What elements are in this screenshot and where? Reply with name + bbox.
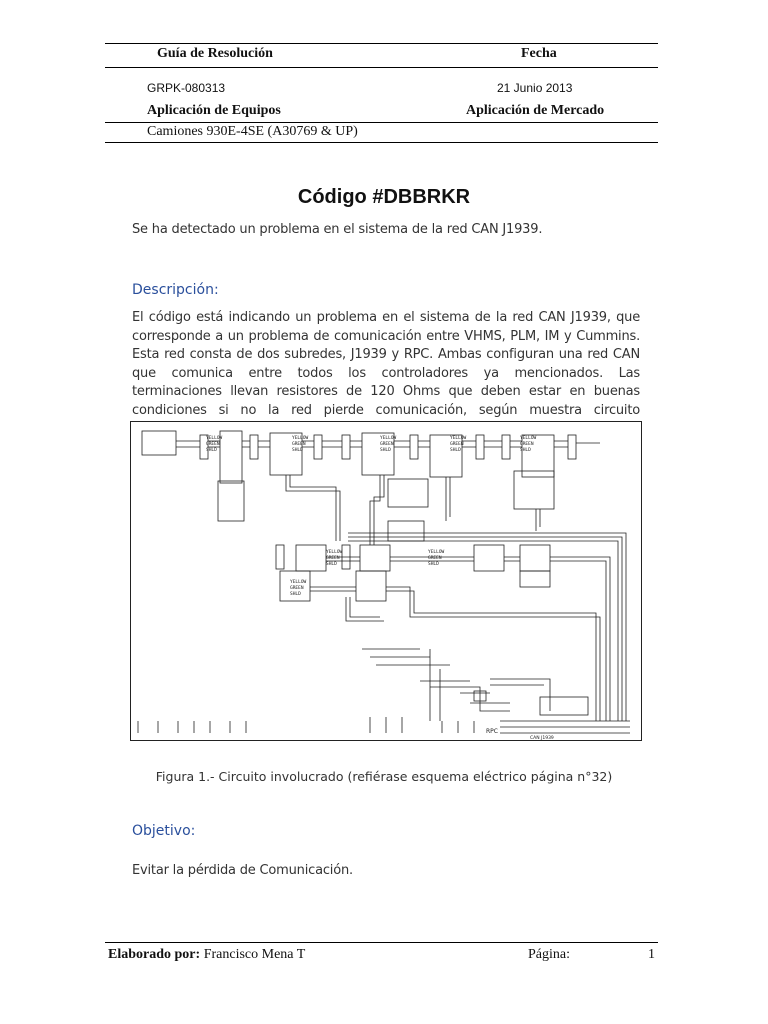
circuit-diagram — [130, 421, 642, 741]
svg-text:SHLD: SHLD — [520, 448, 531, 453]
svg-text:YELLOW: YELLOW — [380, 436, 397, 441]
page-title: Código #DBBRKR — [297, 186, 471, 208]
svg-text:SHLD: SHLD — [290, 592, 301, 597]
equipment-label: Aplicación de Equipos — [147, 103, 281, 118]
market-label: Aplicación de Mercado — [466, 103, 605, 118]
svg-text:YELLOW: YELLOW — [450, 436, 467, 441]
footer-prepared — [108, 947, 305, 963]
header-rule-4 — [105, 142, 658, 143]
svg-text:GREEN: GREEN — [290, 586, 304, 591]
prepared-label: Elaborado por: — [108, 947, 201, 962]
description-heading: Descripción: — [132, 282, 219, 298]
diagram-label-rpc: RPC — [486, 728, 498, 735]
svg-text:GREEN: GREEN — [206, 442, 220, 447]
svg-text:GREEN: GREEN — [292, 442, 306, 447]
svg-text:GREEN: GREEN — [450, 442, 464, 447]
intro-text: Se ha detectado un problema en el sistema de la red CAN J1939. — [132, 222, 543, 237]
diagram-label-can: CAN J1939 — [530, 736, 554, 741]
page-number: 1 — [648, 947, 655, 962]
objective-text: Evitar la pérdida de Comunicación. — [132, 863, 353, 878]
svg-text:GREEN: GREEN — [428, 556, 442, 561]
header-top-rule — [105, 43, 658, 44]
svg-text:GREEN: GREEN — [380, 442, 394, 447]
objective-heading: Objetivo: — [132, 823, 196, 839]
svg-text:YELLOW: YELLOW — [290, 580, 307, 585]
svg-text:GREEN: GREEN — [520, 442, 534, 447]
footer-rule — [105, 942, 658, 943]
page-label: Página: — [528, 947, 570, 962]
svg-text:YELLOW: YELLOW — [206, 436, 223, 441]
svg-text:GREEN: GREEN — [326, 556, 340, 561]
date-label: Fecha — [521, 46, 557, 61]
svg-text:YELLOW: YELLOW — [520, 436, 537, 441]
svg-text:SHLD: SHLD — [326, 562, 337, 567]
svg-text:YELLOW: YELLOW — [326, 550, 343, 555]
svg-text:YELLOW: YELLOW — [292, 436, 309, 441]
svg-text:YELLOW: YELLOW — [428, 550, 445, 555]
header-rule-2 — [105, 67, 658, 68]
header-rule-3 — [105, 122, 658, 123]
svg-text:SHLD: SHLD — [292, 448, 303, 453]
description-text: El código está indicando un problema en el sistema de la red CAN J1939, que corresponde a un problema de comunicación entre VHMS, PLM, IM y Cummins. Esta red consta de dos subredes, J1939 y RPC. Ambas configuran una red CAN que comunica entre todos los controladores ya mencionados. Las terminaciones llevan resistores de 120 Ohms que deben estar en buenas condiciones si no la red pierde comunicación, según muestra circuito — [132, 310, 640, 418]
document-code: GRPK-080313 — [147, 81, 226, 95]
svg-text:SHLD: SHLD — [450, 448, 461, 453]
svg-text:SHLD: SHLD — [428, 562, 439, 567]
trucks-model: Camiones 930E-4SE (A30769 & UP) — [147, 124, 358, 139]
prepared-name: Francisco Mena T — [203, 947, 306, 962]
guide-label: Guía de Resolución — [157, 46, 273, 61]
document-date: 21 Junio 2013 — [497, 81, 573, 95]
svg-text:SHLD: SHLD — [380, 448, 391, 453]
svg-text:SHLD: SHLD — [206, 448, 217, 453]
figure-caption: Figura 1.- Circuito involucrado (refiérase esquema eléctrico página n°32) — [155, 769, 613, 784]
